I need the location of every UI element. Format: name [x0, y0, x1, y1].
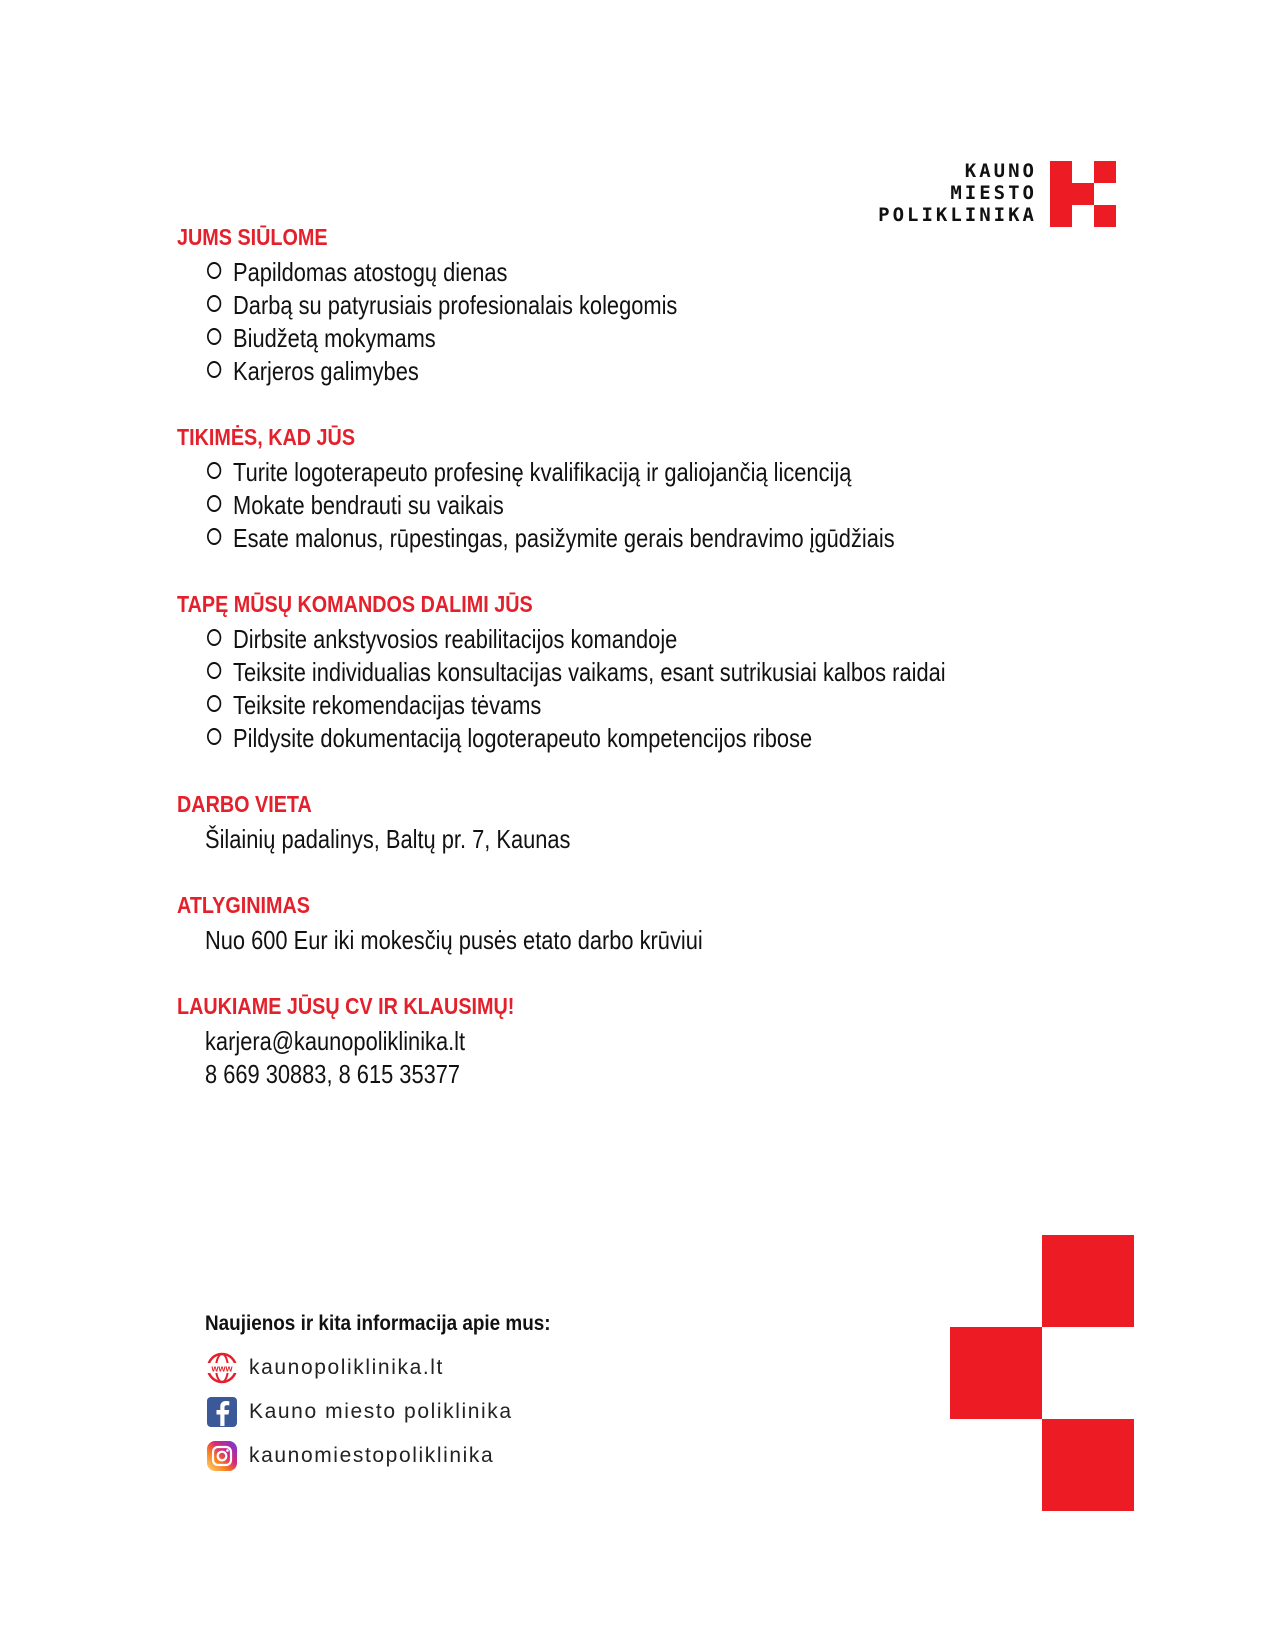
- bullet-list: [177, 456, 1077, 555]
- decorative-square-top: [1042, 1235, 1134, 1327]
- section-body: [177, 823, 1077, 856]
- section-heading: JUMS SIŪLOME: [177, 224, 328, 250]
- section-team: [177, 589, 1077, 755]
- list-item-text: Mokate bendrauti su vaikais: [233, 490, 504, 520]
- list-item: [207, 489, 938, 522]
- section-salary: [177, 890, 1077, 957]
- salary-text: Nuo 600 Eur iki mokesčių pusės etato darbo krūviui: [205, 925, 703, 955]
- footer-title: Naujienos ir kita informacija apie mus:: [205, 1312, 551, 1335]
- instagram-icon: [205, 1439, 239, 1473]
- bullet-list: [177, 256, 1077, 388]
- circle-bullet-icon: [207, 728, 221, 745]
- section-offer: [177, 222, 1077, 388]
- list-item: [207, 289, 938, 322]
- list-item-text: Esate malonus, rūpestingas, pasižymite gerais bendravimo įgūdžiais: [233, 523, 895, 553]
- section-heading: ATLYGINIMAS: [177, 892, 310, 918]
- list-item: [207, 623, 938, 656]
- circle-bullet-icon: [207, 295, 221, 312]
- list-item-text: Karjeros galimybes: [233, 356, 419, 386]
- decorative-square-middle: [950, 1327, 1042, 1419]
- circle-bullet-icon: [207, 629, 221, 646]
- www-icon-text: www: [211, 1363, 233, 1374]
- list-item: [207, 355, 938, 388]
- list-item: [207, 689, 938, 722]
- circle-bullet-icon: [207, 495, 221, 512]
- list-item-text: Turite logoterapeuto profesinę kvalifikaciją ir galiojančią licenciją: [233, 457, 852, 487]
- circle-bullet-icon: [207, 361, 221, 378]
- section-contact: [177, 991, 1077, 1091]
- job-ad-content: [177, 222, 1077, 1125]
- logo: [878, 160, 1115, 226]
- list-item: [207, 722, 938, 755]
- circle-bullet-icon: [207, 262, 221, 279]
- website-label: kaunopoliklinika.lt: [249, 1356, 444, 1379]
- list-item-text: Biudžetą mokymams: [233, 323, 436, 353]
- contact-phones[interactable]: 8 669 30883, 8 615 35377: [205, 1059, 461, 1089]
- bullet-list: [177, 623, 1077, 755]
- section-body: [177, 1025, 1077, 1091]
- list-item-text: Teiksite rekomendacijas tėvams: [233, 690, 542, 720]
- list-item: [207, 522, 938, 555]
- circle-bullet-icon: [207, 695, 221, 712]
- globe-www-icon: [205, 1351, 239, 1385]
- logo-text: [878, 160, 1037, 226]
- logo-line-3: POLIKLINIKA: [878, 204, 1037, 226]
- contact-email-link[interactable]: karjera@kaunopoliklinika.lt: [205, 1026, 466, 1056]
- circle-bullet-icon: [207, 528, 221, 545]
- circle-bullet-icon: [207, 662, 221, 679]
- logo-line-2: MIESTO: [950, 182, 1037, 204]
- list-item-text: Teiksite individualias konsultacijas vaikams, esant sutrikusiai kalbos raidai: [233, 657, 946, 687]
- section-heading: TAPĘ MŪSŲ KOMANDOS DALIMI JŪS: [177, 591, 533, 617]
- facebook-icon: [205, 1395, 239, 1429]
- decorative-square-bottom: [1042, 1419, 1134, 1511]
- circle-bullet-icon: [207, 462, 221, 479]
- section-heading: DARBO VIETA: [177, 791, 312, 817]
- circle-bullet-icon: [207, 328, 221, 345]
- footer-social: [205, 1310, 589, 1478]
- workplace-address: Šilainių padalinys, Baltų pr. 7, Kaunas: [205, 824, 571, 854]
- list-item-text: Papildomas atostogų dienas: [233, 257, 508, 287]
- section-heading: LAUKIAME JŪSŲ CV IR KLAUSIMŲ!: [177, 993, 515, 1019]
- facebook-link[interactable]: [205, 1390, 589, 1434]
- section-body: [177, 924, 1077, 957]
- section-expect: [177, 422, 1077, 555]
- list-item: [207, 656, 946, 689]
- list-item: [207, 256, 938, 289]
- website-link[interactable]: [205, 1346, 589, 1390]
- list-item-text: Pildysite dokumentaciją logoterapeuto kompetencijos ribose: [233, 723, 813, 753]
- facebook-label: Kauno miesto poliklinika: [249, 1400, 513, 1423]
- section-heading: TIKIMĖS, KAD JŪS: [177, 424, 356, 450]
- section-workplace: [177, 789, 1077, 856]
- list-item-text: Darbą su patyrusiais profesionalais kolegomis: [233, 290, 678, 320]
- list-item: [207, 456, 938, 489]
- list-item-text: Dirbsite ankstyvosios reabilitacijos komandoje: [233, 624, 678, 654]
- logo-line-1: KAUNO: [964, 160, 1037, 182]
- logo-mark-icon: [1050, 161, 1116, 227]
- instagram-link[interactable]: [205, 1434, 589, 1478]
- instagram-label: kaunomiestopoliklinika: [249, 1444, 495, 1467]
- list-item: [207, 322, 938, 355]
